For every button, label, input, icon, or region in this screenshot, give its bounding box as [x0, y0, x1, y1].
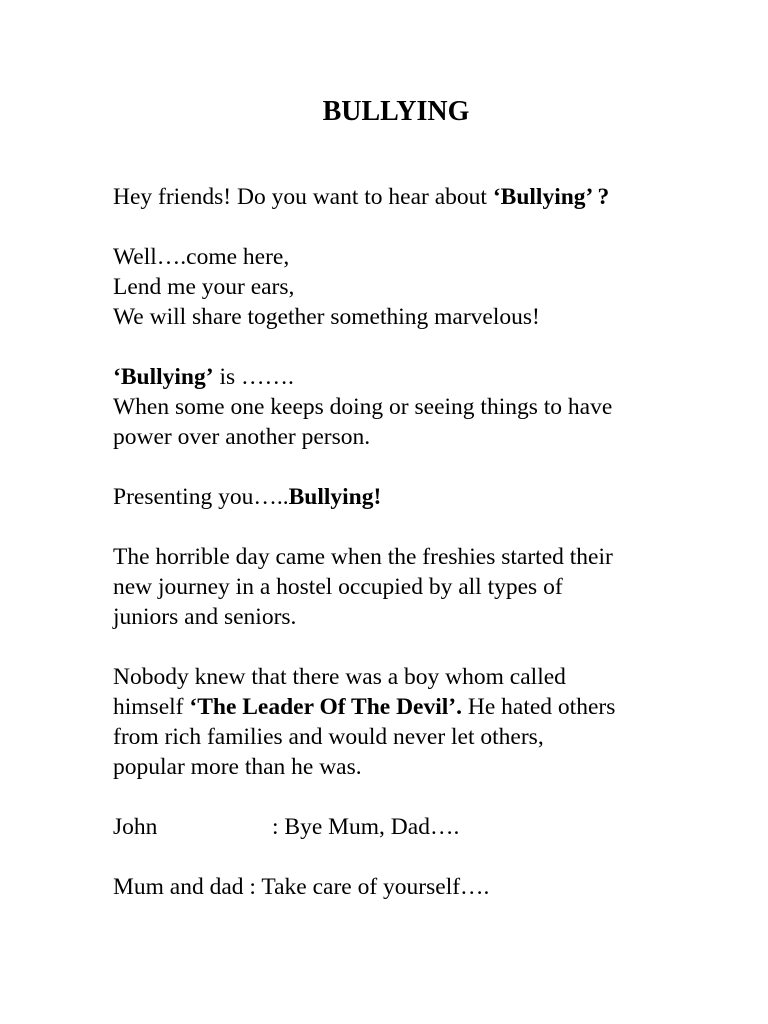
story-line: from rich families and would never let others, — [113, 724, 544, 750]
verse-line: Well….come here, — [113, 244, 290, 270]
story-line: Nobody knew that there was a boy whom called — [113, 664, 566, 690]
story-paragraph-2 — [113, 662, 673, 782]
definition-term: ‘Bullying’ — [113, 364, 214, 390]
definition-paragraph — [113, 362, 673, 452]
story-line: juniors and seniors. — [113, 604, 297, 630]
story-line: new journey in a hostel occupied by all types of — [113, 574, 563, 600]
definition-line: When some one keeps doing or seeing things to have — [113, 394, 613, 420]
presenting-paragraph — [113, 482, 673, 512]
presenting-text: Presenting you….. — [113, 484, 289, 510]
dialogue-line-john — [113, 812, 673, 842]
page-title: BULLYING — [322, 96, 470, 127]
dialogue-speaker: Mum and dad — [113, 874, 244, 900]
story-line-with-bold — [113, 692, 673, 722]
intro-paragraph — [113, 182, 673, 212]
definition-heading-line — [113, 362, 673, 392]
intro-bold: ‘Bullying’ ? — [492, 184, 610, 210]
story-paragraph-1 — [113, 542, 673, 632]
verse-line: We will share together something marvelous! — [113, 304, 540, 330]
leader-of-devil-phrase: ‘The Leader Of The Devil’. — [189, 694, 463, 720]
dialogue-speaker: John — [113, 814, 158, 840]
story-line: popular more than he was. — [113, 754, 362, 780]
dialogue-text: : Take care of yourself…. — [243, 874, 490, 900]
story-text: himself — [113, 694, 190, 720]
verse-line: Lend me your ears, — [113, 274, 295, 300]
definition-line: power over another person. — [113, 424, 371, 450]
verse-paragraph — [113, 242, 673, 332]
story-text: He hated others — [462, 694, 616, 720]
dialogue-text: : Bye Mum, Dad…. — [272, 814, 460, 840]
story-line: The horrible day came when the freshies started their — [113, 544, 613, 570]
presenting-bold: Bullying! — [288, 484, 382, 510]
definition-connector: is ……. — [213, 364, 294, 390]
dialogue-line-parents — [113, 872, 673, 902]
intro-text: Hey friends! Do you want to hear about — [113, 184, 493, 210]
document-body — [113, 182, 673, 932]
